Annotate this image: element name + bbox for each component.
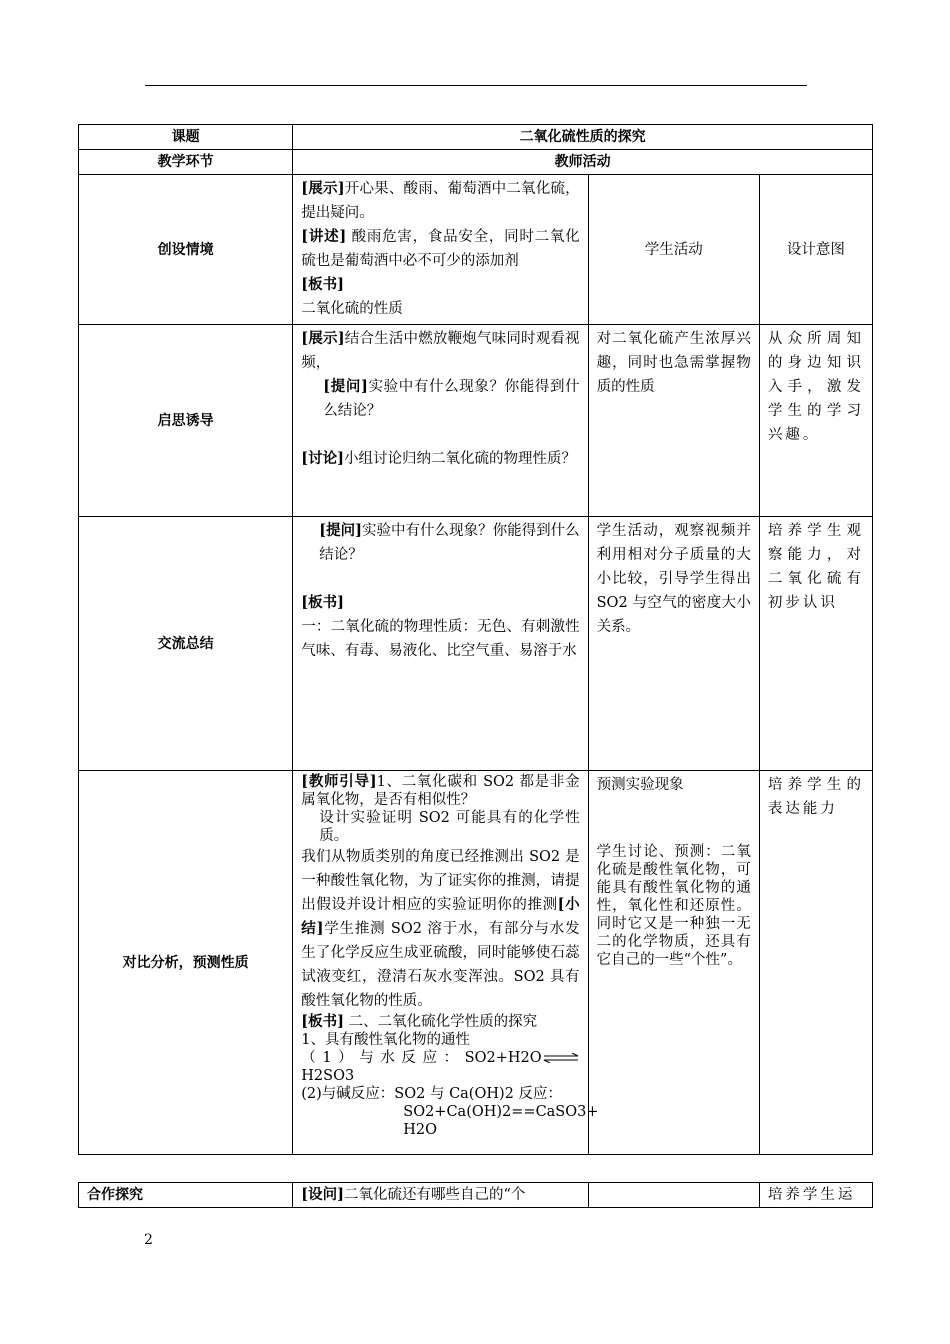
lesson-plan-table — [78, 124, 873, 1155]
teacher-text: 学生推测 SO2 溶于水，有部分与水发生了化学反应生成亚硫酸，同时能够使石蕊试液变红，澄清石灰水变浑浊。SO2 具有酸性氧化物的性质。 — [301, 921, 580, 1009]
column-header-row — [79, 150, 873, 175]
stage-column-header: 教学环节 — [79, 150, 293, 175]
topic-row — [79, 125, 873, 150]
teacher-line — [301, 225, 579, 273]
tag-label: [提问] — [319, 522, 363, 539]
teacher-activity-cell — [293, 325, 588, 517]
design-intent-cell: 培养学生观察能力，对二氧化硫有初步认识 — [759, 517, 872, 771]
spacer — [597, 797, 751, 821]
header-rule — [145, 85, 807, 86]
spacer — [301, 423, 579, 447]
student-text: 预测实验现象 — [596, 777, 684, 793]
tag-label: [展示] — [301, 180, 345, 197]
stage-cell: 对比分析，预测性质 — [79, 771, 293, 1155]
topic-value: 二氧化硫性质的探究 — [293, 125, 873, 150]
teacher-line — [301, 327, 579, 375]
stage-cell: 创设情境 — [79, 175, 293, 325]
student-activity-cell: 对二氧化硫产生浓厚兴趣，同时也急需掌握物质的性质 — [588, 325, 759, 517]
tag-label: [讲述] — [301, 228, 347, 245]
page-number: 2 — [144, 1232, 153, 1248]
student-activity-cell: 学生活动 — [588, 175, 759, 325]
teacher-text: 二、二氧化硫化学性质的探究 — [344, 1014, 538, 1030]
teacher-text: 一：二氧化硫的物理性质：无色、有刺激性气味、有毒、易液化、比空气重、易溶于水 — [301, 619, 580, 659]
student-activity-cell — [588, 771, 759, 1155]
teacher-activity-cell — [293, 1183, 588, 1208]
tag-label: [展示] — [301, 330, 345, 347]
design-intent-cell: 培养学生运 — [759, 1183, 872, 1208]
student-activity-cell — [588, 1183, 759, 1208]
teacher-text: 我们从物质类别的角度已经推测出 SO2 是一种酸性氧化物，为了证实你的推测，请提出假设并设计相应的实验证明你的推测 — [301, 849, 580, 913]
teacher-line — [301, 845, 579, 1013]
table-row — [79, 771, 873, 1155]
tag-label: [设问] — [301, 1186, 344, 1203]
teacher-column-header: 教师活动 — [293, 150, 873, 175]
design-intent-cell: 培养学生的表达能力 — [759, 771, 872, 1155]
teacher-text: 小组讨论归纳二氧化硫的物理性质？ — [344, 451, 576, 467]
continuation-table — [78, 1182, 873, 1208]
teacher-activity-cell — [293, 517, 588, 771]
table-row — [79, 325, 873, 517]
spacer — [301, 567, 579, 591]
tag-label: [板书] — [301, 1013, 344, 1030]
design-intent-cell: 设计意图 — [759, 175, 872, 325]
teacher-text: H2SO3 — [301, 1068, 355, 1084]
student-text: 学生讨论、预测：二氧化硫是酸性氧化物，可能具有酸性氧化物的通性，氧化性和还原性。同时它又是一种独一无二的化学物质，还具有它自己的一些“个性”。 — [596, 844, 751, 968]
teacher-text: H2O — [403, 1122, 438, 1138]
teacher-text: 1、具有酸性氧化物的通性 — [301, 1032, 470, 1048]
teacher-activity-cell — [293, 771, 599, 1155]
tag-label: [教师引导] — [301, 773, 377, 790]
teacher-line — [301, 519, 579, 567]
teacher-text: 二氧化硫还有哪些自己的“个 — [344, 1187, 526, 1203]
teacher-text: （1）与水反应：SO2+H2O — [301, 1050, 542, 1066]
teacher-line — [301, 375, 579, 423]
teacher-line — [301, 177, 579, 225]
tag-label: [讨论] — [301, 450, 344, 467]
teacher-text: SO2+Ca(OH)2==CaSO3+ — [403, 1104, 599, 1120]
teacher-text: 酸雨危害，食品安全，同时二氧化硫也是葡萄酒中必不可少的添加剂 — [301, 229, 580, 269]
tag-label: [提问] — [323, 378, 368, 395]
table-row — [79, 175, 873, 325]
stage-cell: 启思诱导 — [79, 325, 293, 517]
teacher-text: (2)与碱反应：SO2 与 Ca(OH)2 反应： — [301, 1086, 562, 1102]
teacher-text: 1、二氧化碳和 SO2 都是非金属氧化物，是否有相似性？ — [301, 774, 580, 808]
reaction-line — [301, 1049, 579, 1085]
teacher-line — [301, 1013, 579, 1031]
teacher-line — [301, 447, 579, 471]
teacher-line — [301, 773, 579, 809]
teacher-text: 实验中有什么现象？你能得到什么结论？ — [319, 523, 580, 563]
stage-cell: 合作探究 — [79, 1183, 293, 1208]
teacher-text: 开心果、酸雨、葡萄酒中二氧化硫，提出疑问。 — [301, 181, 580, 221]
topic-label: 课题 — [79, 125, 293, 150]
spacer — [597, 821, 751, 843]
tag-label: [板书] — [301, 594, 344, 611]
teacher-text: 结合生活中燃放鞭炮气味同时观看视频， — [301, 331, 580, 371]
stage-cell: 交流总结 — [79, 517, 293, 771]
teacher-text: 二氧化硫的性质 — [301, 301, 403, 317]
table-row — [79, 1183, 873, 1208]
table-row — [79, 517, 873, 771]
tag-label: [小结] — [301, 896, 580, 937]
reversible-arrow-icon — [542, 1053, 580, 1063]
design-intent-cell: 从众所周知的身边知识入手，激发学生的学习兴趣。 — [759, 325, 872, 517]
student-activity-cell: 学生活动，观察视频并利用相对分子质量的大小比较，引导学生得出 SO2 与空气的密度大小关系。 — [588, 517, 759, 771]
teacher-activity-cell — [293, 175, 588, 325]
teacher-text: 实验中有什么现象？你能得到什么结论？ — [323, 379, 580, 419]
tag-label: [板书] — [301, 276, 344, 293]
teacher-text: 设计实验证明 SO2 可能具有的化学性质。 — [319, 810, 580, 844]
